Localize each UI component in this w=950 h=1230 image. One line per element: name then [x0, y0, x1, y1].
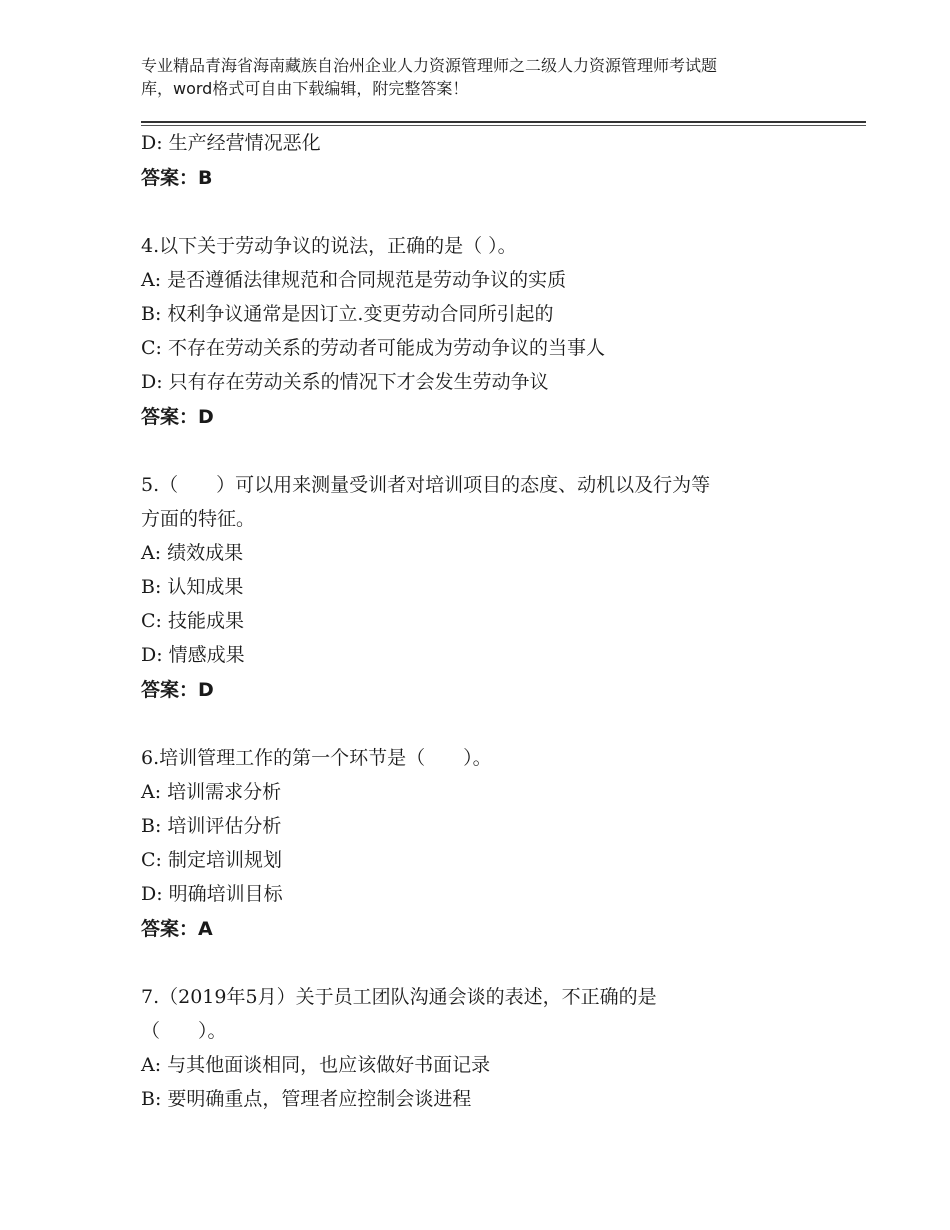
q4-option-c: C: 不存在劳动关系的劳动者可能成为劳动争议的当事人 — [141, 337, 605, 359]
q5-option-a: A: 绩效成果 — [141, 542, 244, 564]
q5-option-d: D: 情感成果 — [141, 644, 245, 666]
q6-option-b: B: 培训评估分析 — [141, 815, 282, 837]
q5-stem-line-2: 方面的特征。 — [141, 508, 256, 530]
q7-option-a: A: 与其他面谈相同，也应该做好书面记录 — [141, 1054, 491, 1076]
q6-answer: 答案：A — [141, 918, 213, 940]
q5-option-c: C: 技能成果 — [141, 610, 244, 632]
q4-answer: 答案：D — [141, 406, 214, 428]
q7-option-b: B: 要明确重点，管理者应控制会谈进程 — [141, 1088, 472, 1110]
q3-answer: 答案：B — [141, 167, 213, 189]
q4-option-b: B: 权利争议通常是因订立.变更劳动合同所引起的 — [141, 303, 554, 325]
q7-stem-line-2: （ ）。 — [141, 1020, 227, 1042]
q5-option-b: B: 认知成果 — [141, 576, 244, 598]
q4-option-d: D: 只有存在劳动关系的情况下才会发生劳动争议 — [141, 371, 549, 393]
q5-answer: 答案：D — [141, 679, 214, 701]
q4-stem: 4.以下关于劳动争议的说法，正确的是（ ）。 — [141, 235, 517, 257]
q7-stem-line-1: 7.（2019年5月）关于员工团队沟通会谈的表述，不正确的是 — [141, 986, 657, 1008]
q6-stem: 6.培训管理工作的第一个环节是（ ）。 — [141, 747, 492, 769]
header-divider-thin — [141, 125, 866, 126]
q6-option-c: C: 制定培训规划 — [141, 849, 282, 871]
q6-option-a: A: 培训需求分析 — [141, 781, 282, 803]
header-divider-thick — [141, 121, 866, 123]
q6-option-d: D: 明确培训目标 — [141, 883, 283, 905]
header-line-1: 专业精品青海省海南藏族自治州企业人力资源管理师之二级人力资源管理师考试题 — [141, 56, 718, 75]
header-line-2: 库，word格式可自由下载编辑，附完整答案！ — [141, 79, 469, 98]
document-header — [141, 54, 841, 100]
q5-stem-line-1: 5.（ ）可以用来测量受训者对培训项目的态度、动机以及行为等 — [141, 474, 711, 496]
q4-option-a: A: 是否遵循法律规范和合同规范是劳动争议的实质 — [141, 269, 567, 291]
q3-option-d: D: 生产经营情况恶化 — [141, 132, 321, 154]
